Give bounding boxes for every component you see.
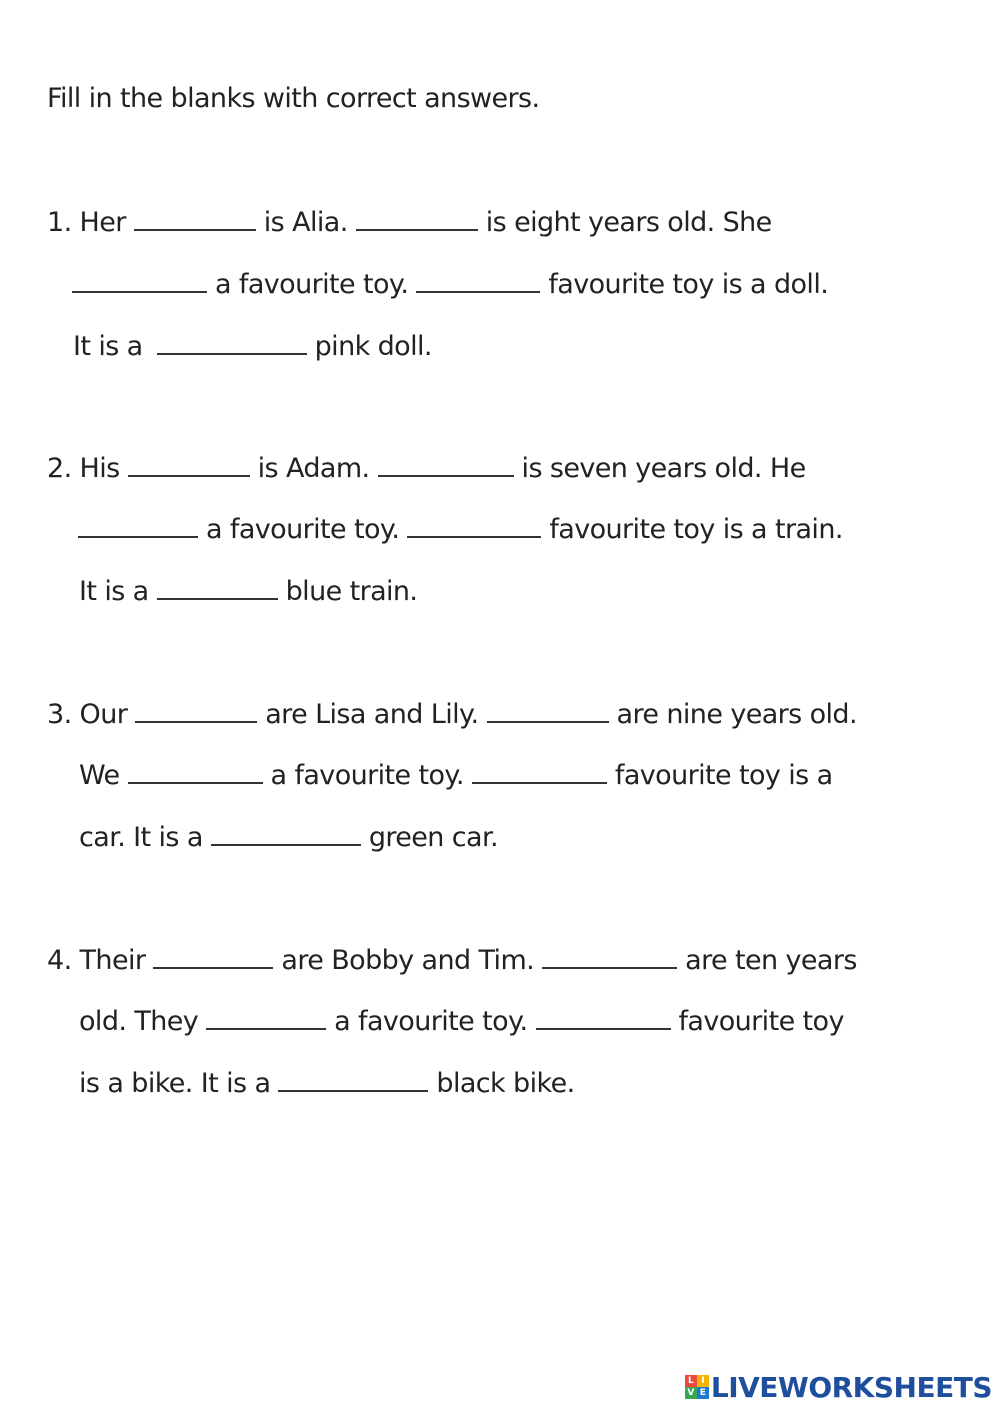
q2-l3-text1: It is a [79,576,149,607]
logo-mark-letter: V [685,1387,697,1399]
logo-mark-letter: I [697,1375,709,1387]
answer-blank[interactable] [356,207,478,231]
q3-l2-text2: a favourite toy. [270,760,464,791]
q3-l2-text3: favourite toy is a [614,760,833,791]
q3-l3-text2: green car. [368,822,498,853]
q1-l3-text2: pink doll. [314,331,432,362]
q3-l1-text3: are nine years old. [616,699,857,730]
answer-blank[interactable] [157,576,278,600]
answer-blank[interactable] [78,514,198,538]
answer-blank[interactable] [128,453,250,477]
q2-l3-text2: blue train. [285,576,418,607]
q4-l2-text2: a favourite toy. [334,1006,528,1037]
answer-blank[interactable] [157,331,307,355]
q1-line2 [64,267,828,303]
q1-l3-text1: It is a [73,331,143,362]
q4-l1-text2: are Bobby and Tim. [281,945,535,976]
q2-l2-text1: a favourite toy. [206,514,400,545]
q4-line3 [79,1066,575,1102]
q1-l2-text2: favourite toy is a doll. [548,269,829,300]
q3-line2 [79,758,833,794]
q3-l3-text1: car. It is a [79,822,203,853]
q1-l1-text3: is eight years old. She [485,207,772,238]
answer-blank[interactable] [472,760,607,784]
answer-blank[interactable] [211,822,361,846]
q2-l2-text2: favourite toy is a train. [549,514,843,545]
logo-mark-letter: L [685,1375,697,1387]
q4-line2 [79,1004,844,1040]
answer-blank[interactable] [542,945,677,969]
q4-l1-text1: 4. Their [47,945,146,976]
answer-blank[interactable] [128,760,263,784]
q3-line1 [47,697,857,733]
answer-blank[interactable] [416,269,540,293]
q4-l3-text1: is a bike. It is a [79,1068,271,1099]
q4-l2-text3: favourite toy [678,1006,844,1037]
q4-l2-text1: old. They [79,1006,199,1037]
q3-l1-text1: 3. Our [47,699,128,730]
liveworksheets-logo [685,1369,992,1405]
q2-l1-text3: is seven years old. He [521,453,806,484]
q3-line3 [79,820,498,856]
q2-line1 [47,451,806,487]
answer-blank[interactable] [72,269,207,293]
q3-l1-text2: are Lisa and Lily. [265,699,479,730]
q3-l2-text1: We [79,760,120,791]
answer-blank[interactable] [134,207,256,231]
q1-l1-text2: is Alia. [263,207,348,238]
answer-blank[interactable] [407,514,541,538]
answer-blank[interactable] [278,1068,428,1092]
q2-l1-text2: is Adam. [257,453,370,484]
q4-l1-text3: are ten years [685,945,857,976]
q2-line3 [79,574,417,610]
q2-line2 [70,512,843,548]
q1-line1 [47,205,772,241]
logo-mark-letter: E [697,1387,709,1399]
q2-l1-text1: 2. His [47,453,120,484]
answer-blank[interactable] [378,453,514,477]
q4-line1 [47,943,857,979]
logo-text: LIVEWORKSHEETS [710,1370,992,1404]
q1-l1-text1: 1. Her [47,207,126,238]
answer-blank[interactable] [536,1006,671,1030]
instruction-text: Fill in the blanks with correct answers. [47,83,540,114]
answer-blank[interactable] [153,945,273,969]
logo-mark-icon [685,1375,709,1399]
answer-blank[interactable] [487,699,609,723]
q1-line3 [73,329,432,365]
q4-l3-text2: black bike. [436,1068,575,1099]
answer-blank[interactable] [135,699,257,723]
answer-blank[interactable] [206,1006,326,1030]
q1-l2-text1: a favourite toy. [215,269,409,300]
